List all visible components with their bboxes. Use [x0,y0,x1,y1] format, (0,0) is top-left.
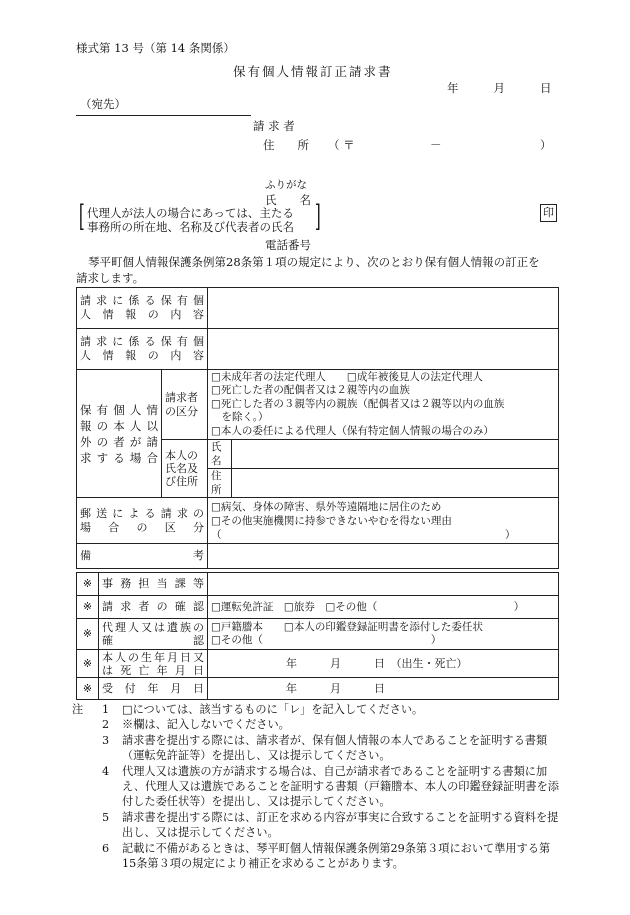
notes-heading: 注 [72,703,84,716]
furigana-label: ふりがな [265,179,307,191]
intro-line2: 請求します。 [76,271,145,285]
date-line: 年 月 日 [447,81,556,95]
bracket-left: [ [78,199,85,234]
category-option[interactable]: □本人の委任による代理人（保有特定個人情報の場合のみ） [211,424,494,437]
form-number: 様式第 13 号（第 14 条関係） [76,41,235,55]
corporate-note-line1: 代理人が法人の場合にあっては、主たる [87,206,294,220]
request-content-label: 請求に係る保有個 人 情 報 の 内 容 [77,288,208,329]
office-dept-label: 事務担当課等 [99,573,208,596]
request-content-field[interactable] [208,288,559,329]
person-name-field[interactable] [232,440,559,469]
note-item: 2 ※欄は、記入しないでください。 [102,718,290,732]
corporate-note-line2: 事務所の所在地、名称及び代表者の氏名 [87,220,294,234]
person-info-label: 本人の 氏名及 び住所 [162,440,208,498]
office-mark: ※ [77,596,99,619]
address-postal-open: （ 〒 [328,138,355,152]
request-content-field-2[interactable] [208,329,559,370]
category-option[interactable]: □未成年者の法定代理人 □成年被後見人の法定代理人 [211,370,483,383]
birth-death-field[interactable]: 年 月 日 （出生・死亡） [208,650,559,678]
reception-date-field[interactable]: 年 月 日 [208,678,559,700]
office-mark: ※ [77,650,99,678]
reception-date-label: 受付年月日 [99,678,208,700]
office-mark: ※ [77,678,99,700]
category-option[interactable]: □死亡した者の配偶者又は２親等内の血族 [211,384,410,397]
request-content-label-2: 請求に係る保有個 人 情 報 の 内 容 [77,329,208,370]
office-dept-field[interactable] [208,573,559,596]
requester-check-options[interactable]: □運転免許証 □旅券 □その他（ ） [208,596,559,619]
mail-option[interactable]: □病気、身体の障害、県外等遠隔地に居住のため [211,500,442,513]
office-use-table [76,572,559,700]
proxy-check-options[interactable]: □戸籍謄本 □本人の印鑑登録証明書を添付した委任状 □その他（ ） [208,619,559,650]
main-table [76,287,559,569]
proxy-check-label: 代理人又は遺族の 確 認 [99,619,208,650]
note-item: 注 1 □については、該当するものに「レ」を記入してください。 [72,703,424,716]
mail-option[interactable]: □その他実施機関に持参できないやむを得ない理由 [211,514,452,527]
mail-request-options[interactable] [208,498,559,544]
proxy-request-label: 保有個人情 報の本人以 外の者が請 求する場合 [77,370,162,498]
note-item: 4 代理人又は遺族の方が請求する場合は、自己が請求者であることを証明する書類に加え、代理人又は遺族であることを証明する書類（戸籍謄本、本人の印鑑登録証明書を添付した委任状等）を提出し、又は提示してください。 [102,764,559,809]
requester-heading: 請 求 者 [253,119,295,133]
requester-category-options[interactable] [208,370,559,440]
intro-line1: 琴平町個人情報保護条例第28条第１項の規定により、次のとおり保有個人情報の訂正を [88,255,540,269]
birth-death-label: 本人の生年月日又 は死亡年月日 [99,650,208,678]
note-item: 5 請求書を提出する際には、訂正を求める内容が事実に合致することを証明する資料を提出し、又は提示してください。 [102,810,559,840]
addressee-underline [76,115,251,116]
note-item: 3 請求書を提出する際には、請求者が、保有個人情報の本人であることを証明する書類（運転免許証等）を提出し、又は提示してください。 [102,733,548,763]
category-option[interactable]: □死亡した者の３親等内の親族（配偶者又は２親等以内の血族 [211,397,505,410]
office-mark: ※ [77,573,99,596]
office-mark: ※ [77,619,99,650]
address-postal-dash: － [430,138,442,152]
address-close: ） [540,138,552,152]
page-title: 保有個人情報訂正請求書 [233,64,393,79]
mail-request-label: 郵送による請求の 場 合 の 区 分 [77,498,208,544]
requester-check-label: 請求者の確認 [99,596,208,619]
name-label: 氏 名 [265,193,311,207]
requester-category-label: 請求者 の区分 [162,370,208,440]
addressee: （宛先） [80,97,126,111]
category-option-cont: を除く。） [211,411,269,424]
person-address-label: 住 所 [208,469,232,498]
remarks-label: 備 考 [77,544,208,569]
person-name-label: 氏 名 [208,440,232,469]
notes-section [72,702,562,871]
mail-reason-field[interactable]: （ ） [211,528,516,541]
remarks-field[interactable] [208,544,559,569]
phone-label: 電話番号 [265,238,311,252]
bracket-right: ] [314,199,321,234]
note-item: 6 記載に不備があるときは、琴平町個人情報保護条例第29条第３項において準用する第15条第３項の規定により補正を求めることがあります。 [102,841,551,871]
seal-mark: 印 [540,204,557,222]
person-address-field[interactable] [232,469,559,498]
address-label: 住 所 [263,138,309,152]
